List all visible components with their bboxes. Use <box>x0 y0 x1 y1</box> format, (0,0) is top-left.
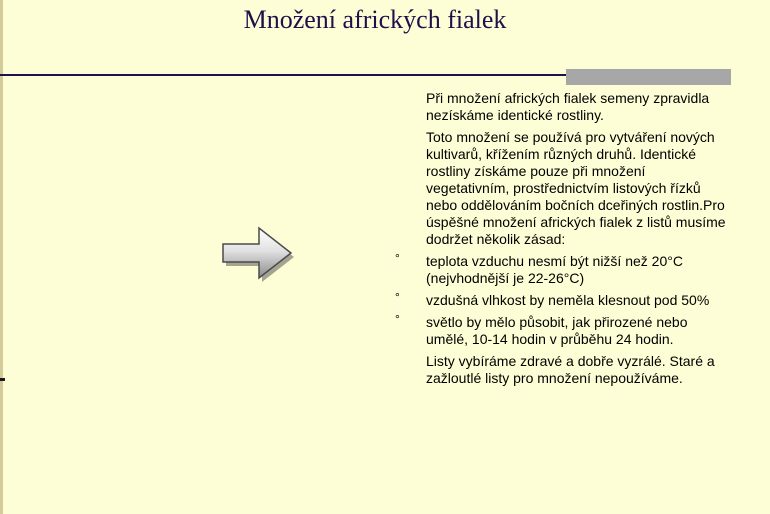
bullet-text: teplota vzduchu nesmí být nižší než 20°C (nejvhodnější je 22-26°C) <box>426 253 683 286</box>
bullet-marker: ° <box>395 251 400 265</box>
intro-paragraph: Při množení afrických fialek semeny zpravidla nezískáme identické rostliny. <box>426 90 710 123</box>
bullet-item <box>395 314 730 348</box>
bullet-marker: ° <box>395 290 400 304</box>
bullet-item <box>395 292 730 309</box>
bullet-text: vzdušná vlhkost by neměla klesnout pod 50% <box>426 292 710 308</box>
slide-title: Množení afrických fialek <box>243 5 507 34</box>
bullet-text: světlo by mělo působit, jak přirozené nebo umělé, 10-14 hodin v průběhu 24 hodin. <box>426 314 688 347</box>
bullet-item <box>395 253 730 287</box>
content-block <box>395 90 730 392</box>
left-edge-strip <box>0 0 3 514</box>
left-edge-mark <box>0 378 5 381</box>
bullet-marker: ° <box>395 312 400 326</box>
closing-paragraph: Listy vybíráme zdravé a dobře vyzrálé. Staré a zažloutlé listy pro množení nepoužíváme. <box>426 353 715 386</box>
accent-bar <box>566 69 731 85</box>
right-arrow-icon <box>220 226 298 284</box>
description-paragraph: Toto množení se používá pro vytváření nových kultivarů, křížením různých druhů. Identické rostliny získáme pouze při množení vegetativním, prostřednictvím listových řízků nebo oddělováním bočních dceřiných rostlin.Pro úspěšné množení afrických fialek z listů musíme dodržet několik zásad: <box>426 129 726 247</box>
